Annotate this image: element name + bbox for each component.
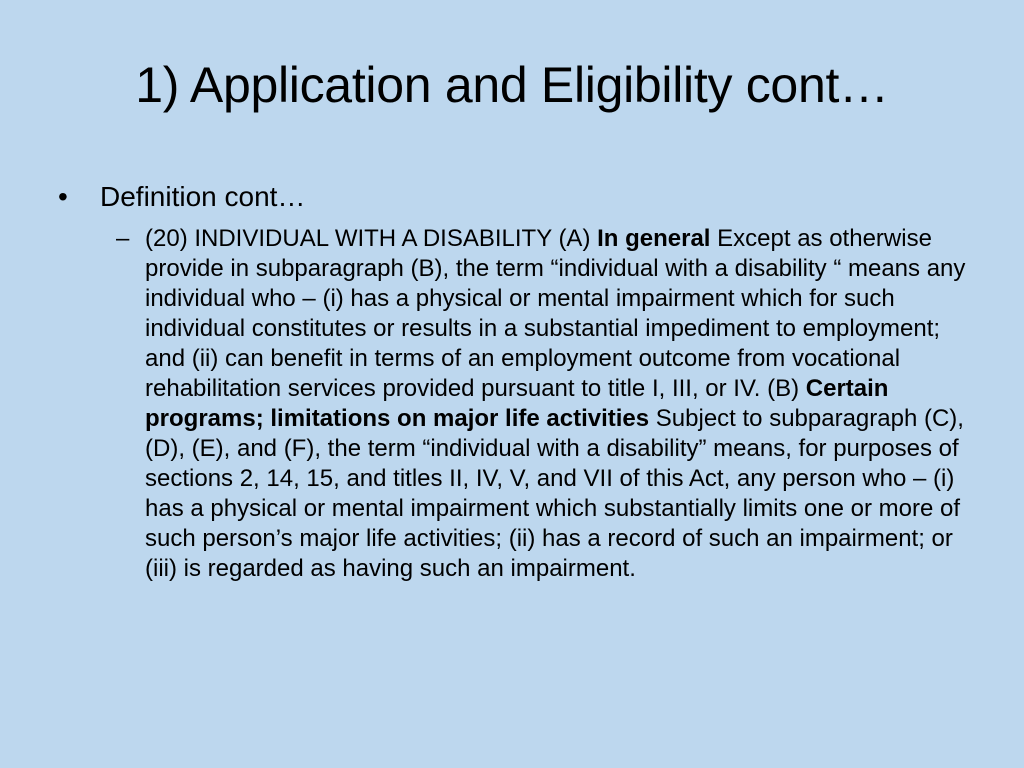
- definition-text-part2: Except as otherwise provide in subparagraph (B), the term “individual with a disability “ means any individual who – (i) has a physical or mental impairment which for such individual constitutes or results in a substantial impediment to employment; and (ii) can benefit in terms of an employment outcome from vocational rehabilitation services provided pursuant to title I, III, or IV. (B): [145, 225, 966, 402]
- slide-title: 1) Application and Eligibility cont…: [135, 57, 889, 113]
- bullet-item: [58, 180, 958, 214]
- sub-bullet-marker: –: [116, 225, 130, 252]
- bold-heading-in-general: In general: [597, 225, 711, 252]
- sub-bullet-text: [145, 224, 974, 584]
- definition-text-part3: Subject to subparagraph (C), (D), (E), and (F), the term “individual with a disability” means, for purposes of sections 2, 14, 15, and titles II, IV, V, and VII of this Act, any person who – (i) has a physical or mental impairment which substantially limits one or more of such person’s major life activities; (ii) has a record of such an impairment; or (iii) is regarded as having such an impairment.: [145, 405, 964, 582]
- definition-text-part1: (20) INDIVIDUAL WITH A DISABILITY (A): [145, 225, 598, 252]
- bullet-marker: •: [58, 181, 68, 212]
- bullet-text: Definition cont…: [100, 181, 306, 212]
- bold-heading-certain-programs: Certain programs; limitations on major life activities: [145, 375, 889, 432]
- sub-bullet-item: [116, 224, 974, 584]
